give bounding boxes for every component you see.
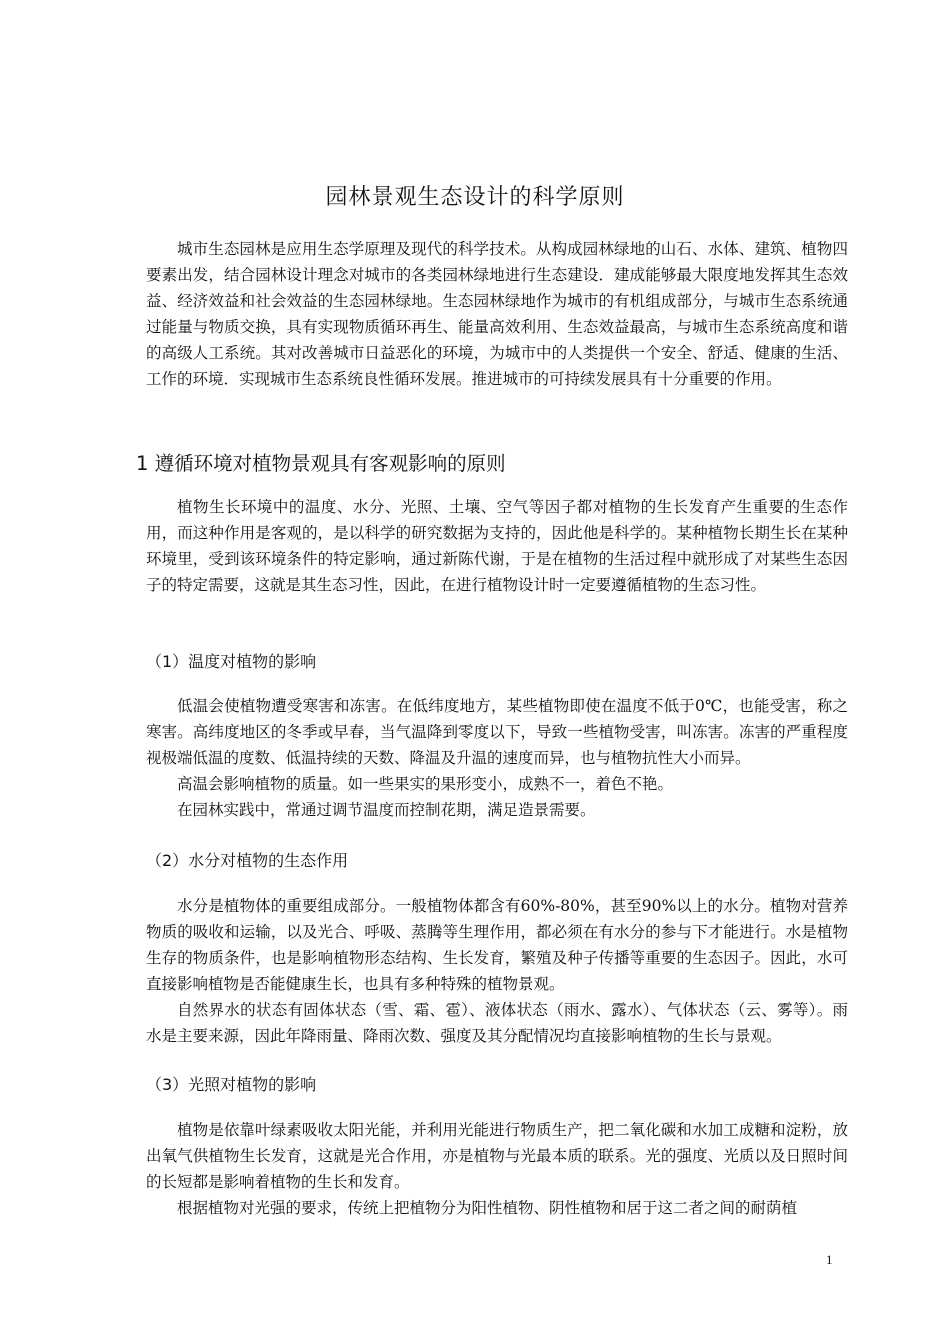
intro-paragraph: 城市生态园林是应用生态学原理及现代的科学技术。从构成园林绿地的山石、水体、建筑、植物四要素出发，结合园林设计理念对城市的各类园林绿地进行生态建设．建成能够最大限度地发挥其生态效益、经济效益和社会效益的生态园林绿地。生态园林绿地作为城市的有机组成部分，与城市生态系统通过能量与物质交换，具有实现物质循环再生、能量高效利用、生态效益最高，与城市生态系统高度和谐的高级人工系统。其对改善城市日益恶化的环境，为城市中的人类提供一个安全、舒适、健康的生活、工作的环境．实现城市生态系统良性循环发展。推进城市的可持续发展具有十分重要的作用。 [146,240,848,388]
document-title: 园林景观生态设计的科学原则 [325,185,625,210]
subsection-temperature-body [146,693,848,823]
temperature-paragraph-2: 高温会影响植物的质量。如一些果实的果形变小，成熟不一，着色不艳。 [177,775,674,793]
section-1-body [146,494,848,598]
temperature-paragraph-1: 低温会使植物遭受寒害和冻害。在低纬度地方，某些植物即使在温度不低于0℃，也能受害，称之寒害。高纬度地区的冬季或早春，当气温降到零度以下，导致一些植物受害，叫冻害。冻害的严重程度视极端低温的度数、低温持续的天数、降温及升温的速度而异，也与植物抗性大小而异。 [146,697,848,767]
temperature-paragraph-3: 在园林实践中，常通过调节温度而控制花期，满足造景需要。 [177,801,596,819]
subsection-light-heading: （3）光照对植物的影响 [146,1075,317,1094]
subsection-water-heading: （2）水分对植物的生态作用 [146,851,349,870]
water-paragraph-2: 自然界水的状态有固体状态（雪、霜、雹）、液体状态（雨水、露水）、气体状态（云、雾等）。雨水是主要来源，因此年降雨量、降雨次数、强度及其分配情况均直接影响植物的生长与景观。 [146,1001,848,1045]
section-1-paragraph: 植物生长环境中的温度、水分、光照、土壤、空气等因子都对植物的生长发育产生重要的生态作用，而这种作用是客观的，是以科学的研究数据为支持的，因此他是科学的。某种植物长期生长在某种环境里，受到该环境条件的特定影响，通过新陈代谢，于是在植物的生活过程中就形成了对某些生态因子的特定需要，这就是其生态习性，因此，在进行植物设计时一定要遵循植物的生态习性。 [146,498,848,594]
page-number: 1 [826,1252,833,1267]
subsection-light-body [146,1117,848,1221]
light-paragraph-2: 根据植物对光强的要求，传统上把植物分为阳性植物、阴性植物和居于这二者之间的耐荫植 [177,1199,798,1217]
section-1-heading: 1 遵循环境对植物景观具有客观影响的原则 [136,452,506,475]
intro-section [146,236,848,392]
subsection-temperature-heading: （1）温度对植物的影响 [146,652,317,671]
subsection-water-body [146,893,848,1049]
light-paragraph-1: 植物是依靠叶绿素吸收太阳光能，并利用光能进行物质生产，把二氧化碳和水加工成糖和淀粉，放出氧气供植物生长发育，这就是光合作用，亦是植物与光最本质的联系。光的强度、光质以及日照时间的长短都是影响着植物的生长和发育。 [146,1121,848,1191]
water-paragraph-1: 水分是植物体的重要组成部分。一般植物体都含有60%-80%，甚至90%以上的水分。植物对营养物质的吸收和运输，以及光合、呼吸、蒸腾等生理作用，都必须在有水分的参与下才能进行。水是植物生存的物质条件，也是影响植物形态结构、生长发育，繁殖及种子传播等重要的生态因子。因此，水可直接影响植物是否能健康生长，也具有多种特殊的植物景观。 [146,897,848,993]
